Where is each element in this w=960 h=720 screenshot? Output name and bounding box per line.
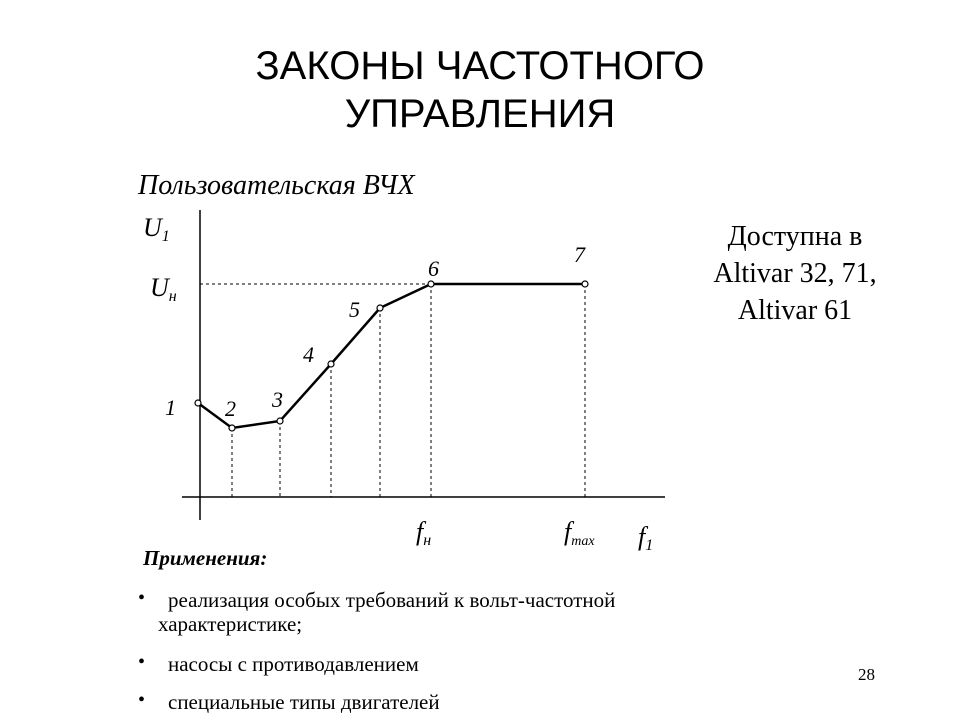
- availability-note-line-1: Доступна в: [727, 221, 863, 252]
- y-axis-label: U1: [143, 213, 170, 245]
- application-item-line-1: насосы с противодавлением: [168, 652, 419, 676]
- curve-point-6: [428, 281, 434, 287]
- availability-note-line-2: Altivar 32, 71,: [713, 258, 877, 289]
- curve-point-7: [582, 281, 588, 287]
- application-item-line-1: реализация особых требований к вольт-частотной: [168, 588, 616, 612]
- fn-label: fн: [416, 517, 432, 549]
- curve-point-1: [195, 400, 201, 406]
- point-label-7: 7: [574, 242, 585, 267]
- vf-curve: [198, 284, 585, 428]
- slide-title-line-2: УПРАВЛЕНИЯ: [344, 92, 616, 136]
- applications-heading: Применения:: [143, 546, 268, 570]
- point-label-1: 1: [165, 395, 176, 420]
- curve-point-5: [377, 305, 383, 311]
- fmax-label: fmax: [564, 517, 595, 549]
- application-item: [138, 652, 419, 676]
- curve-point-2: [229, 425, 235, 431]
- diagram-subtitle: Пользовательская ВЧХ: [138, 170, 415, 201]
- curve-point-3: [277, 418, 283, 424]
- curve-point-4: [328, 361, 334, 367]
- application-item: [138, 588, 615, 636]
- point-label-2: 2: [225, 396, 236, 421]
- x-axis-label: f1: [638, 522, 654, 554]
- bullet-icon: •: [138, 651, 146, 673]
- slide-title-line-1: ЗАКОНЫ ЧАСТОТНОГО: [255, 44, 705, 88]
- page-number: 28: [858, 665, 875, 684]
- application-item: [138, 690, 440, 714]
- point-label-3: 3: [272, 387, 283, 412]
- point-label-4: 4: [303, 342, 314, 367]
- point-label-6: 6: [428, 256, 439, 281]
- application-item-line-2: характеристике;: [158, 612, 303, 636]
- un-label: Uн: [150, 273, 177, 305]
- bullet-icon: •: [138, 689, 146, 711]
- bullet-icon: •: [138, 587, 146, 609]
- point-label-5: 5: [349, 297, 360, 322]
- application-item-line-1: специальные типы двигателей: [168, 690, 440, 714]
- availability-note-line-3: Altivar 61: [737, 295, 853, 326]
